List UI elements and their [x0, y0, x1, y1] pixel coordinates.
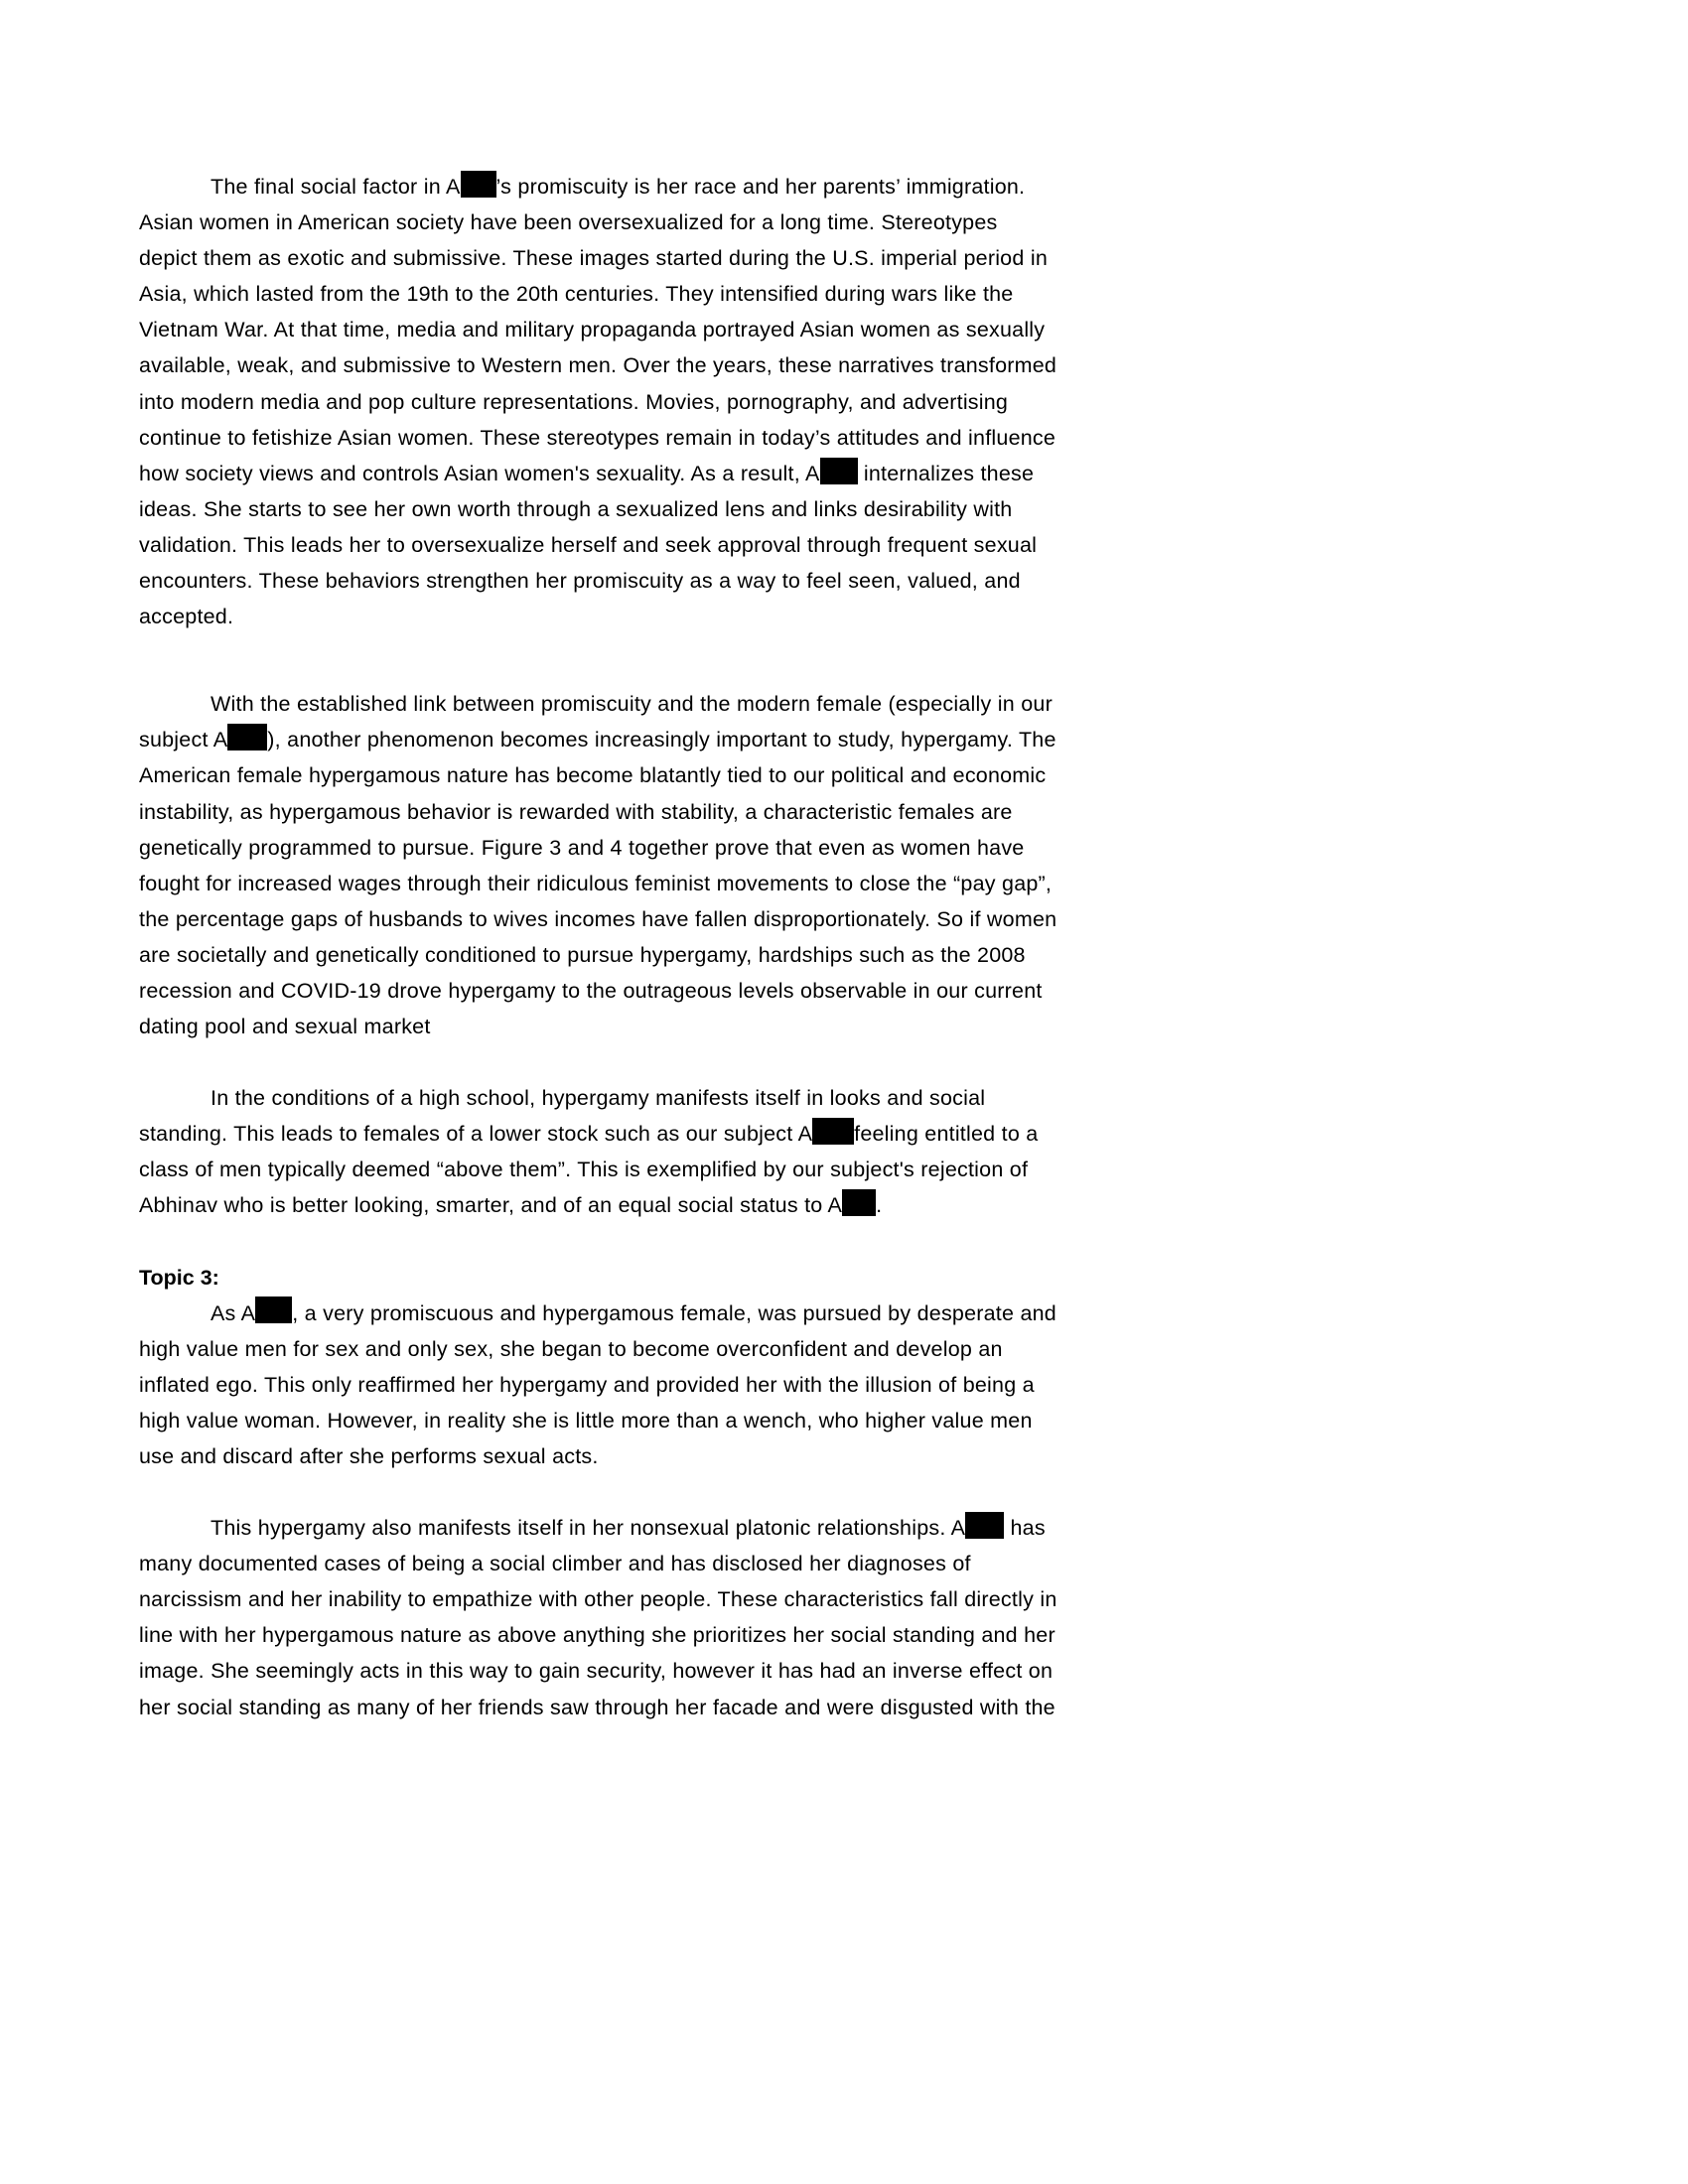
heading-topic-3: Topic 3: — [139, 1265, 219, 1290]
paragraph-text-run: ’s promiscuity is her race and her parents’ immigration. Asian women in American society have been oversexualized for a long time. Stereotypes depict them as exotic and submissive. These images started during the U.S. imperial period in Asia, which lasted from the 19th to the 20th centuries. They intensified during wars like the Vietnam War. At that time, media and military propaganda portrayed Asian women as sexually available, weak, and submissive to Western men. Over the years, these narratives transformed into modern media and pop culture representations. Movies, pornography, and advertising continue to fetishize Asian women. These stereotypes remain in today’s attitudes and influence how society views and controls Asian women's sexuality. As a result, A — [139, 175, 1057, 485]
paragraph-gap-small-1 — [139, 1044, 1060, 1080]
paragraph-platonic-relationships — [139, 1510, 1060, 1725]
paragraph-text-run: feeling entitled to a class of men typically deemed “above them”. This is exemplified by our subject's rejection of Abhinav who is better looking, smarter, and of an equal social status to A — [139, 1122, 1039, 1218]
paragraph-text-run: ), another phenomenon becomes increasingly important to study, hypergamy. The American female hypergamous nature has become blatantly tied to our political and economic instability, as hypergamous behavior is rewarded with stability, a characteristic females are genetically programmed to pursue. Figure 3 and 4 together prove that even as women have fought for increased wages through their ridiculous feminist movements to close the “pay gap”, the percentage gaps of husbands to wives incomes have fallen disproportionately. So if women are societally and genetically conditioned to pursue hypergamy, hardships such as the 2008 recession and COVID-19 drove hypergamy to the outrageous levels observable in our current dating pool and sexual market — [139, 728, 1057, 1039]
paragraph-topic3-body — [139, 1296, 1060, 1474]
paragraph-hypergamy-intro — [139, 686, 1060, 1044]
redaction-bar — [812, 1118, 854, 1145]
paragraph-race-immigration — [139, 169, 1060, 634]
paragraph-text-run: , a very promiscuous and hypergamous female, was pursued by desperate and high value men for sex and only sex, she began to become overconfident and develop an inflated ego. This only reaffirmed her hypergamy and provided her with the illusion of being a high value woman. However, in reality she is little more than a wench, who higher value men use and discard after she performs sexual acts. — [139, 1300, 1056, 1468]
paragraph-high-school-hypergamy — [139, 1080, 1060, 1223]
paragraph-text-run: In the conditions of a high school, hypergamy manifests itself in looks and social standing. This leads to females of a lower stock such as our subject A — [139, 1086, 986, 1147]
redaction-bar — [842, 1189, 876, 1216]
redaction-bar — [965, 1512, 1004, 1539]
paragraph-gap-small-2 — [139, 1224, 1060, 1260]
paragraph-gap-small-3 — [139, 1474, 1060, 1510]
paragraph-gap-large — [139, 634, 1060, 686]
document-body — [139, 169, 1060, 1725]
paragraph-text-run: With the established link between promiscuity and the modern female (especially in our subject A — [139, 692, 1053, 752]
paragraph-text-run: internalizes these ideas. She starts to see her own worth through a sexualized lens and links desirability with validation. This leads her to oversexualize herself and seek approval through frequent sexual encounters. These behaviors strengthen her promiscuity as a way to feel seen, valued, and accepted. — [139, 461, 1038, 629]
paragraph-text-run: . — [876, 1193, 883, 1218]
paragraph-text-run: As A — [211, 1300, 256, 1325]
paragraph-text-run: This hypergamy also manifests itself in her nonsexual platonic relationships. A — [211, 1516, 966, 1541]
paragraph-text-run: has many documented cases of being a social climber and has disclosed her diagnoses of narcissism and her inability to empathize with other people. These characteristics fall directly in line with her hypergamous nature as above anything she prioritizes her social standing and her image. She seemingly acts in this way to gain security, however it has had an inverse effect on her social standing as many of her friends saw through her facade and were disgusted with the — [139, 1516, 1057, 1719]
redaction-bar — [255, 1297, 292, 1323]
redaction-bar — [820, 458, 858, 484]
redaction-bar — [461, 171, 496, 198]
paragraph-text-run: The final social factor in A — [211, 175, 461, 199]
redaction-bar — [227, 724, 267, 751]
